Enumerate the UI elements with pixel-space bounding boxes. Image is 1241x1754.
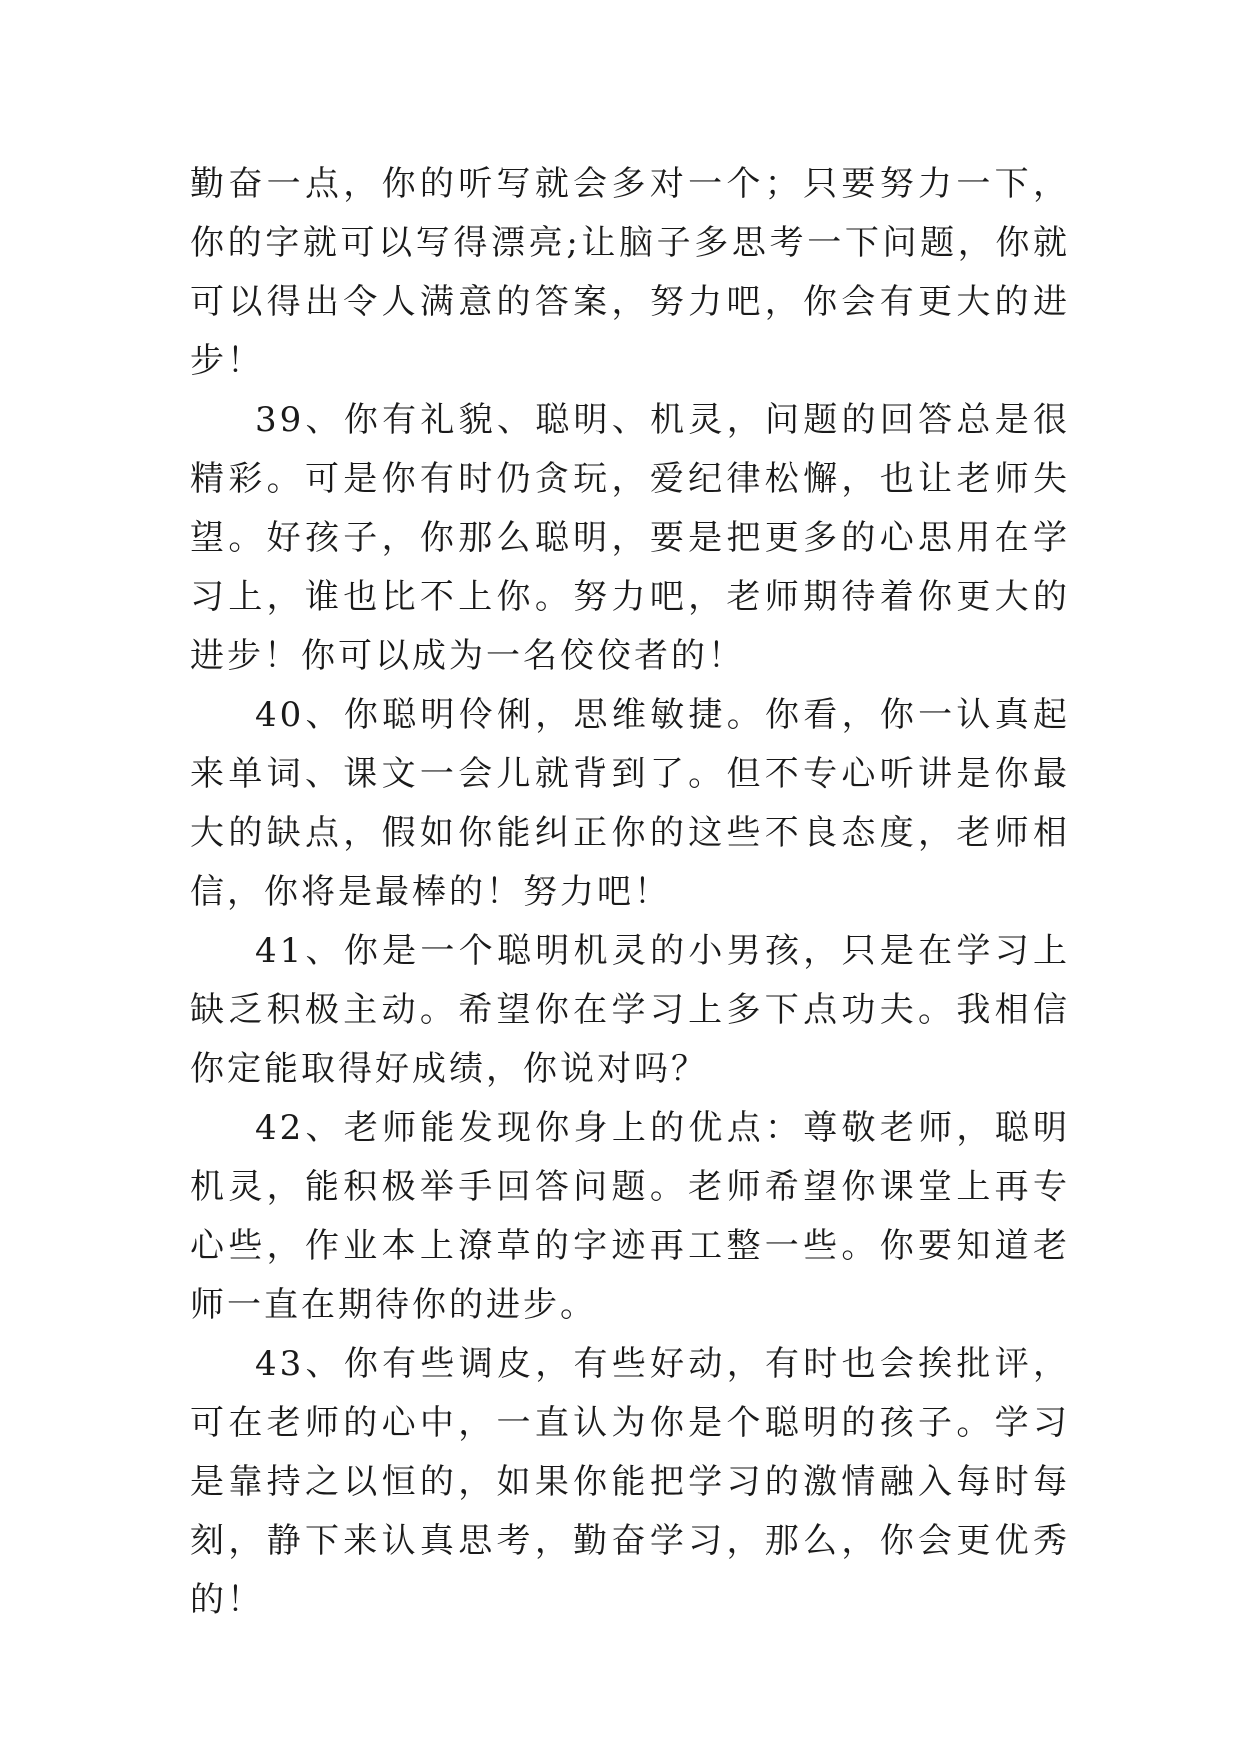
paragraph-comment-43: 43、你有些调皮，有些好动，有时也会挨批评，可在老师的心中，一直认为你是个聪明的孩子。学习是靠持之以恒的，如果你能把学习的激情融入每时每刻，静下来认真思考，勤奋学习，那么，你会更优秀的！ bbox=[190, 1344, 1070, 1620]
paragraph-continuation: 勤奋一点，你的听写就会多对一个；只要努力一下，你的字就可以写得漂亮;让脑子多思考一下问题，你就可以得出令人满意的答案，努力吧，你会有更大的进步！ bbox=[190, 164, 1070, 381]
document-body bbox=[190, 155, 1070, 1630]
paragraph-comment-41: 41、你是一个聪明机灵的小男孩，只是在学习上缺乏积极主动。希望你在学习上多下点功夫。我相信你定能取得好成绩，你说对吗？ bbox=[190, 931, 1070, 1089]
paragraph-comment-42: 42、老师能发现你身上的优点：尊敬老师，聪明机灵，能积极举手回答问题。老师希望你课堂上再专心些，作业本上潦草的字迹再工整一些。你要知道老师一直在期待你的进步。 bbox=[190, 1108, 1070, 1325]
paragraph-comment-39: 39、你有礼貌、聪明、机灵，问题的回答总是很精彩。可是你有时仍贪玩，爱纪律松懈，也让老师失望。好孩子，你那么聪明，要是把更多的心思用在学习上，谁也比不上你。努力吧，老师期待着你更大的进步！你可以成为一名佼佼者的！ bbox=[190, 400, 1070, 676]
paragraph-comment-40: 40、你聪明伶俐，思维敏捷。你看，你一认真起来单词、课文一会儿就背到了。但不专心听讲是你最大的缺点，假如你能纠正你的这些不良态度，老师相信，你将是最棒的！努力吧！ bbox=[190, 695, 1070, 912]
